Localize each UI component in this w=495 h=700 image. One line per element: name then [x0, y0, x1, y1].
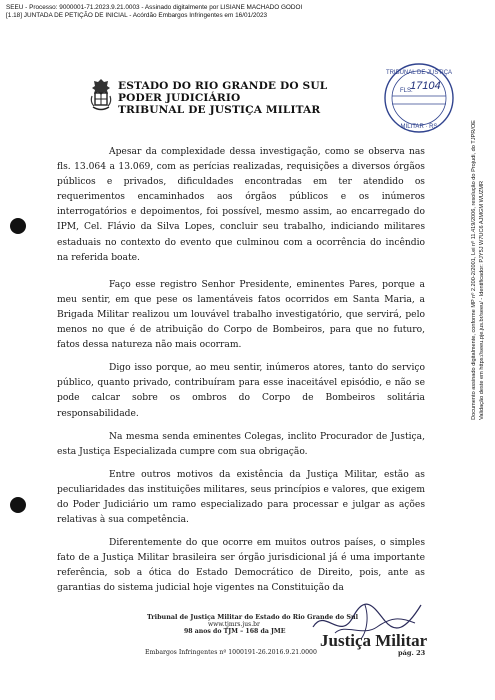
footer-case-number: Embargos Infringentes nº 1000191-26.2016.9.21.0000	[145, 649, 317, 656]
paragraph: Na mesma senda eminentes Colegas, inclito Procurador de Justiça, esta Justiça Especializada cumpre com sua obrigação.	[57, 431, 425, 457]
paragraph: Faço esse registro Senhor Presidente, eminentes Pares, porque a meu sentir, em que pese os lamentáveis fatos ocorridos em Santa Maria, a Brigada Militar realizou um louvável trabalho investigatório, que servirá, pelo menos no que é de atribuição do Corpo de Bombeiros, para que no futuro, fatos dessa natureza não mais ocorram.	[57, 279, 425, 351]
justica-militar-logo: Justiça Militar	[320, 631, 428, 650]
seal-page-number: 17104	[410, 80, 441, 92]
paragraph: Entre outros motivos da existência da Justiça Militar, estão as peculiaridades das instituições militares, seus princípios e valores, que exigem do Poder Judiciário um ramo especializado para processar e julgar as ações relativas à sua competência.	[57, 469, 425, 526]
seal-fls-label: FLS.	[400, 88, 413, 94]
svg-text:MILITAR · RS: MILITAR · RS	[400, 124, 438, 130]
header-state: ESTADO DO RIO GRANDE DO SUL	[118, 80, 328, 92]
coat-of-arms-icon	[90, 78, 112, 112]
page-number: pág. 23	[398, 649, 426, 657]
validation-line-2: Validação deste em https://seeu.pje.jus.br/seeu/ - Identificador: PJY5J W7UC6 AJMGM WUZMR	[479, 180, 485, 420]
punch-hole	[10, 497, 26, 513]
document-body	[57, 145, 425, 605]
header-court: TRIBUNAL DE JUSTIÇA MILITAR	[118, 104, 321, 116]
footer-court: Tribunal de Justiça Militar do Estado do Rio Grande do Sul	[147, 613, 359, 621]
header-power: PODER JUDICIÁRIO	[118, 92, 241, 104]
top-filing-note: [1.18] JUNTADA DE PETIÇÃO DE INICIAL - Acórdão Embargos Infringentes em 16/01/2023	[6, 12, 268, 19]
court-seal-stamp	[382, 62, 456, 134]
footer-website: www.tjmrs.jus.br	[208, 621, 260, 628]
validation-text	[470, 120, 486, 420]
footer-anniversary: 98 anos do TJM – 168 da JME	[184, 628, 286, 635]
validation-line-1: Documento assinado digitalmente, conforme MP nº 2.200-2/2001, Lei nº 11.419/2006, resolução do Projudi, do TJPR/OE	[471, 120, 477, 420]
paragraph: Diferentemente do que ocorre em muitos outros países, o simples fato de a Justiça Militar brasileira ser órgão jurisdicional já é uma importante referência, sob a ótica do Estado Democrático de Direito, pois, ante as garantias do sistema judicial hoje vigentes na Constituição da	[57, 538, 425, 594]
punch-hole	[10, 218, 26, 234]
validation-sidebar	[463, 40, 493, 500]
svg-text:TRIBUNAL DE JUSTIÇA: TRIBUNAL DE JUSTIÇA	[385, 70, 453, 76]
paragraph: Apesar da complexidade dessa investigação, como se observa nas fls. 13.064 a 13.069, com as perícias realizadas, requisições a diversos órgãos públicos e privados, dificuldades encontradas em ter atendido os requerimentos encaminhados aos órgãos públicos e os inúmeros interrogatórios e depoimentos, foi possível, mesmo assim, ao encarregado do IPM, Cel. Flávio da Silva Lopes, concluir seu trabalho, indiciando militares estaduais no contexto do evento que culminou com a ocorrência do incêndio na referida boate.	[57, 147, 425, 263]
paragraph: Digo isso porque, ao meu sentir, inúmeros atores, tanto do serviço público, quanto privado, contribuíram para esse inaceitável episódio, e não se pode calcar sobre os ombros do Corpo de Bombeiros solitária responsabilidade.	[57, 363, 425, 419]
top-signature-note: SEEU - Processo: 9000001-71.2023.9.21.0003 - Assinado digitalmente por LISIANE MACHADO GODOI	[6, 4, 303, 11]
